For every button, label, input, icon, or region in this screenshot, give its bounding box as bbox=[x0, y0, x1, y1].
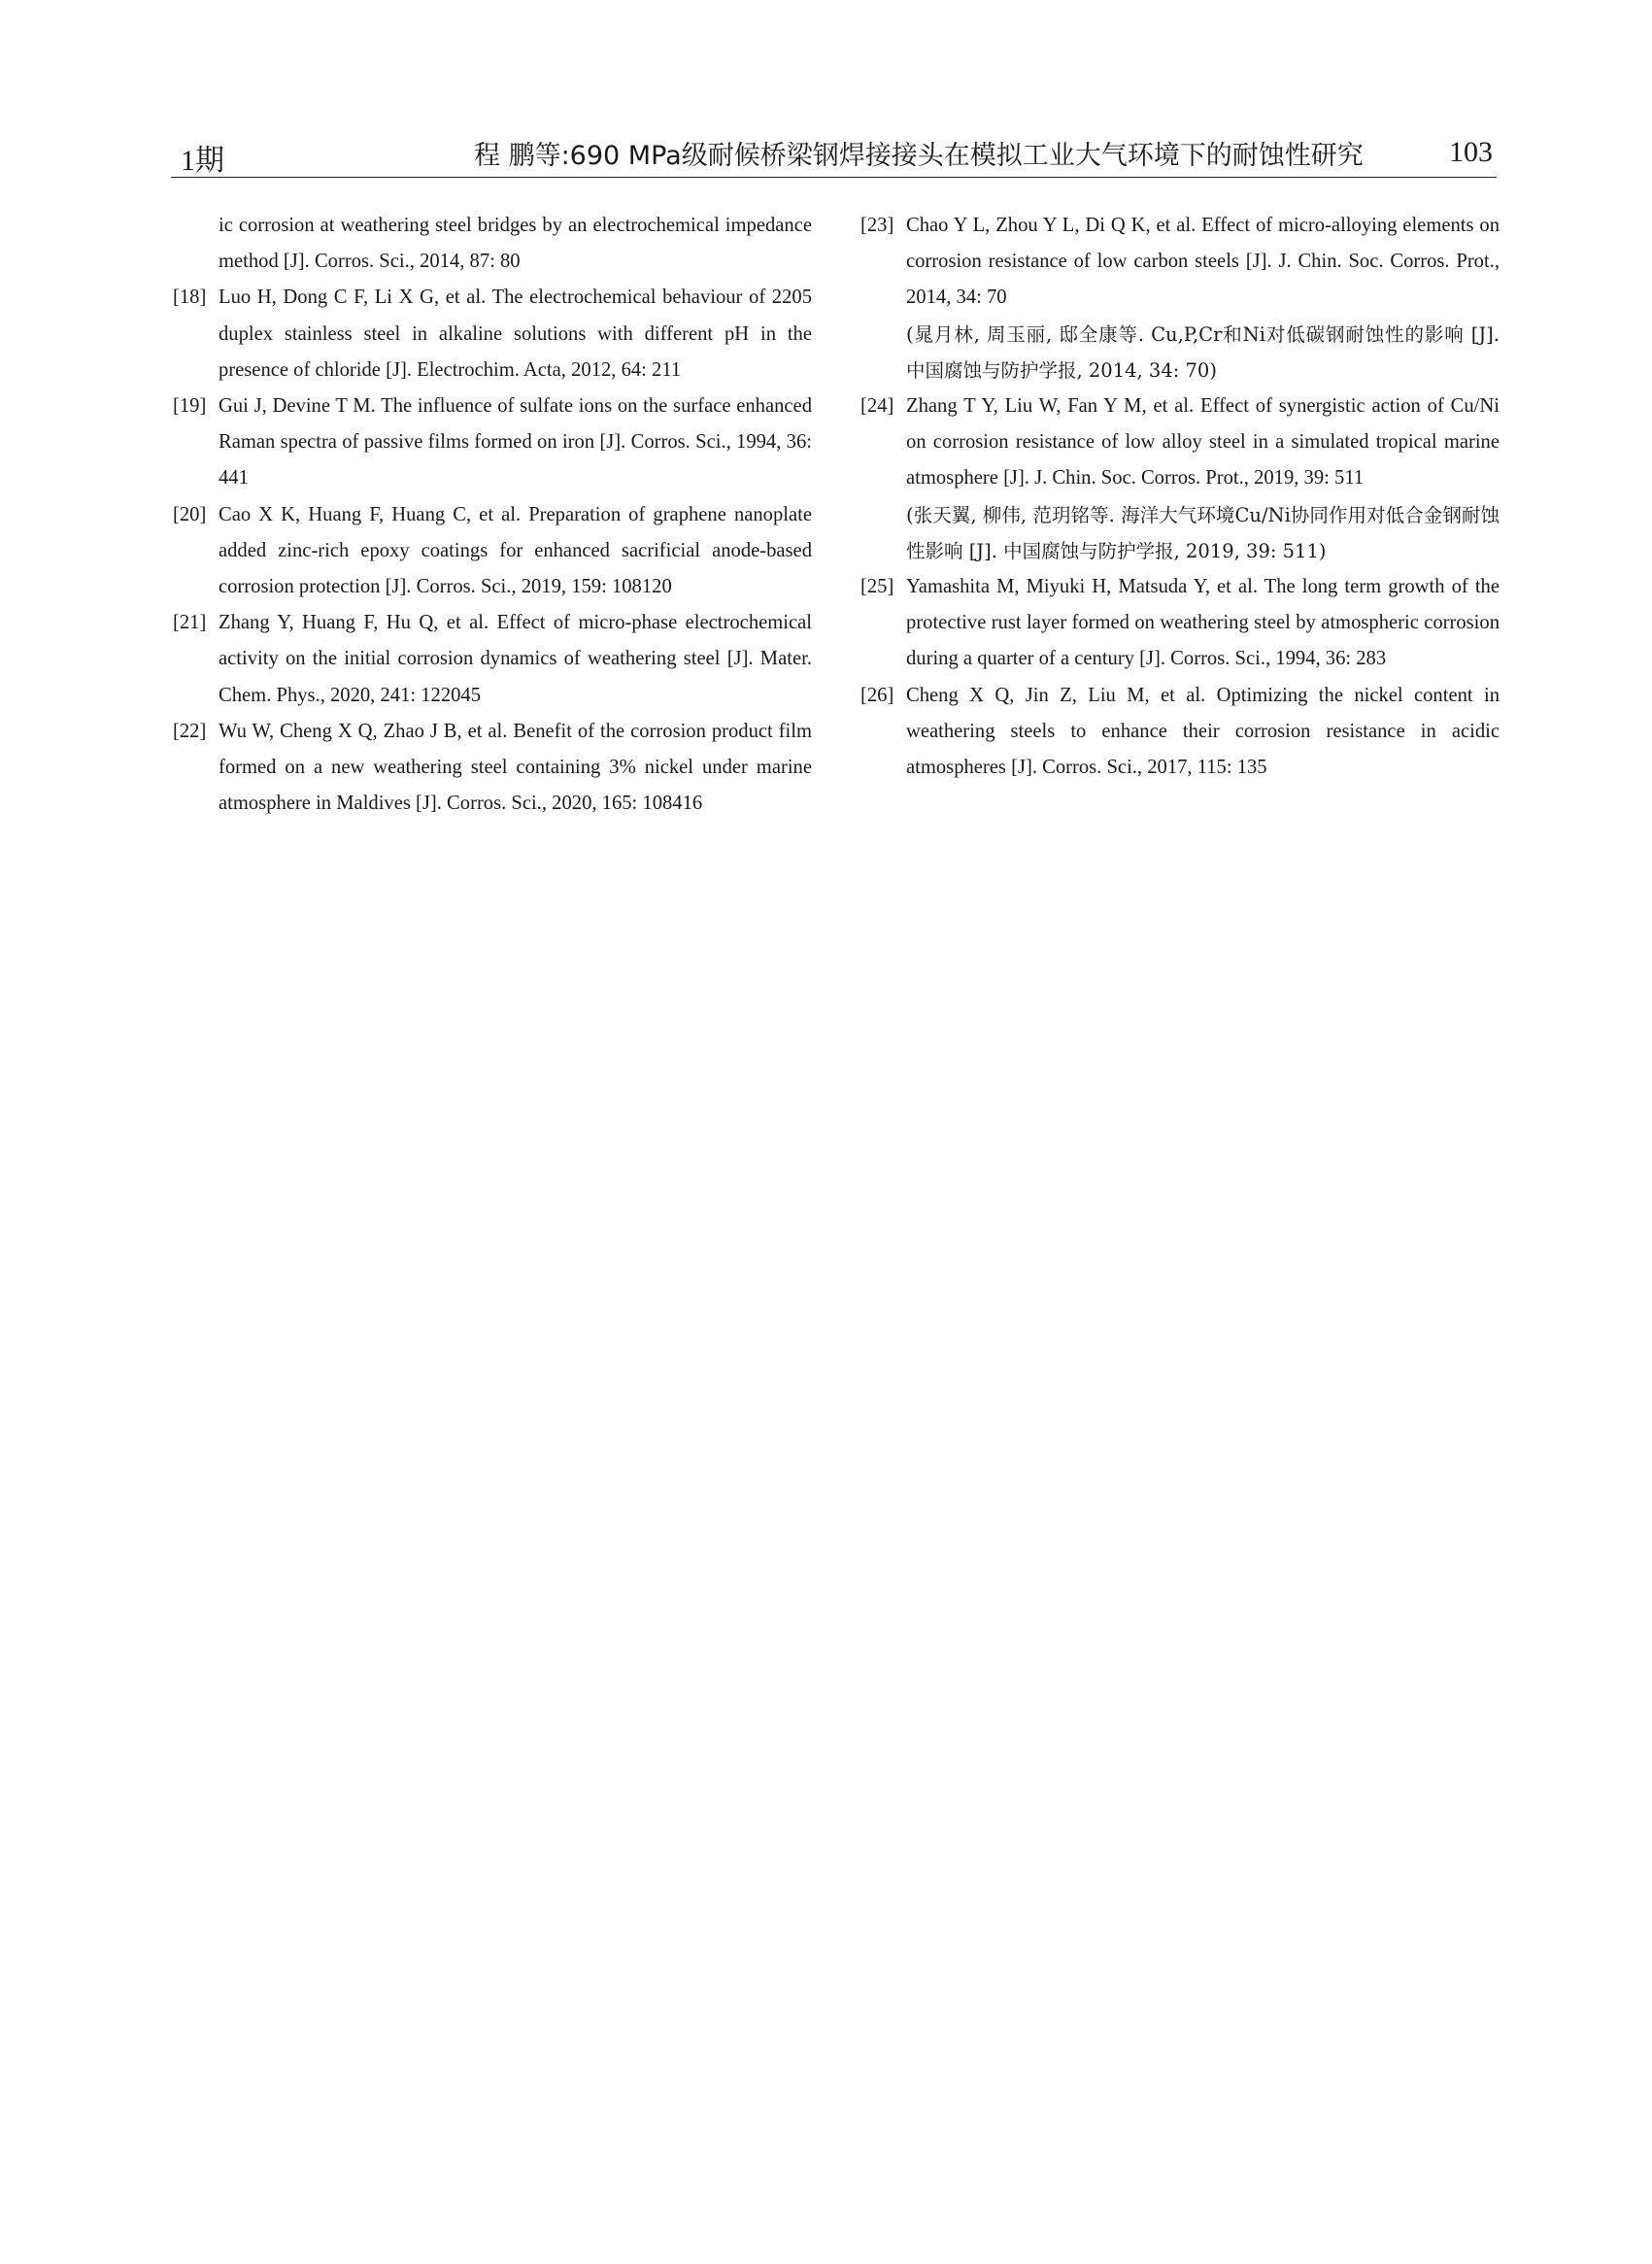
reference-text: Wu W, Cheng X Q, Zhao J B, et al. Benefit of the corrosion product film formed on a new weathering steel containing 3% nickel under marine atmosphere in Maldives [J]. Corros. Sci., 2020, 165: 108416 bbox=[219, 720, 812, 815]
reference-22 bbox=[173, 714, 812, 823]
reference-19 bbox=[173, 389, 812, 497]
reference-number: [22] bbox=[173, 720, 207, 742]
reference-text: Yamashita M, Miyuki H, Matsuda Y, et al. The long term growth of the protective rust layer formed on weathering steel by atmospheric corrosion during a quarter of a century [J]. Corros. Sci., 1994, 36: 283 bbox=[906, 576, 1500, 670]
reference-number: [25] bbox=[860, 576, 894, 598]
right-column bbox=[860, 208, 1500, 786]
left-column bbox=[173, 208, 812, 822]
reference-number: [19] bbox=[173, 395, 207, 418]
reference-text: Cao X K, Huang F, Huang C, et al. Preparation of graphene nanoplate added zinc-rich epoxy coatings for enhanced sacrificial anode-based corrosion protection [J]. Corros. Sci., 2019, 159: 108120 bbox=[219, 503, 812, 598]
reference-number: [18] bbox=[173, 287, 207, 309]
reference-text: Cheng X Q, Jin Z, Liu M, et al. Optimizing the nickel content in weathering steels to enhance their corrosion resistance in acidic atmospheres [J]. Corros. Sci., 2017, 115: 135 bbox=[906, 684, 1500, 779]
reference-18 bbox=[173, 280, 812, 389]
reference-translation: (晁月林, 周玉丽, 邸全康等. Cu,P,Cr和Ni对低碳钢耐蚀性的影响 [J]. 中国腐蚀与防护学报, 2014, 34: 70) bbox=[906, 322, 1500, 382]
reference-text: Gui J, Devine T M. The influence of sulfate ions on the surface enhanced Raman spectra of passive films formed on iron [J]. Corros. Sci., 1994, 36: 441 bbox=[219, 395, 812, 490]
reference-continuation: ic corrosion at weathering steel bridges by an electrochemical impedance method [J]. Corros. Sci., 2014, 87: 80 bbox=[219, 215, 812, 273]
reference-text: Zhang Y, Huang F, Hu Q, et al. Effect of micro-phase electrochemical activity on the initial corrosion dynamics of weathering steel [J]. Mater. Chem. Phys., 2020, 241: 122045 bbox=[219, 612, 812, 706]
reference-26 bbox=[860, 678, 1500, 787]
running-title: 程 鹏等:690 MPa级耐候桥梁钢焊接接头在模拟工业大气环境下的耐蚀性研究 bbox=[474, 141, 1364, 171]
reference-23 bbox=[860, 208, 1500, 317]
reference-number: [26] bbox=[860, 684, 894, 706]
reference-text: Zhang T Y, Liu W, Fan Y M, et al. Effect of synergistic action of Cu/Ni on corrosion resistance of low alloy steel in a simulated tropical marine atmosphere [J]. J. Chin. Soc. Corros. Prot., 2019, 39: 511 bbox=[906, 395, 1500, 490]
reference-20 bbox=[173, 497, 812, 606]
page-header bbox=[171, 128, 1497, 178]
reference-number: [24] bbox=[860, 395, 894, 418]
reference-24 bbox=[860, 389, 1500, 497]
reference-number: [23] bbox=[860, 215, 894, 236]
reference-25 bbox=[860, 569, 1500, 678]
reference-number: [21] bbox=[173, 612, 207, 634]
reference-text: Luo H, Dong C F, Li X G, et al. The electrochemical behaviour of 2205 duplex stainless steel in alkaline solutions with different pH in the presence of chloride [J]. Electrochim. Acta, 2012, 64: 211 bbox=[219, 287, 812, 381]
reference-text: Chao Y L, Zhou Y L, Di Q K, et al. Effect of micro-alloying elements on corrosion resistance of low carbon steels [J]. J. Chin. Soc. Corros. Prot., 2014, 34: 70 bbox=[906, 215, 1500, 309]
reference-number: [20] bbox=[173, 503, 207, 525]
reference-21 bbox=[173, 605, 812, 714]
page-number: 103 bbox=[1449, 136, 1493, 168]
issue-label: 1期 bbox=[181, 145, 224, 177]
reference-translation: (张天翼, 柳伟, 范玥铭等. 海洋大气环境Cu/Ni协同作用对低合金钢耐蚀性影响 [J]. 中国腐蚀与防护学报, 2019, 39: 511) bbox=[906, 503, 1500, 562]
